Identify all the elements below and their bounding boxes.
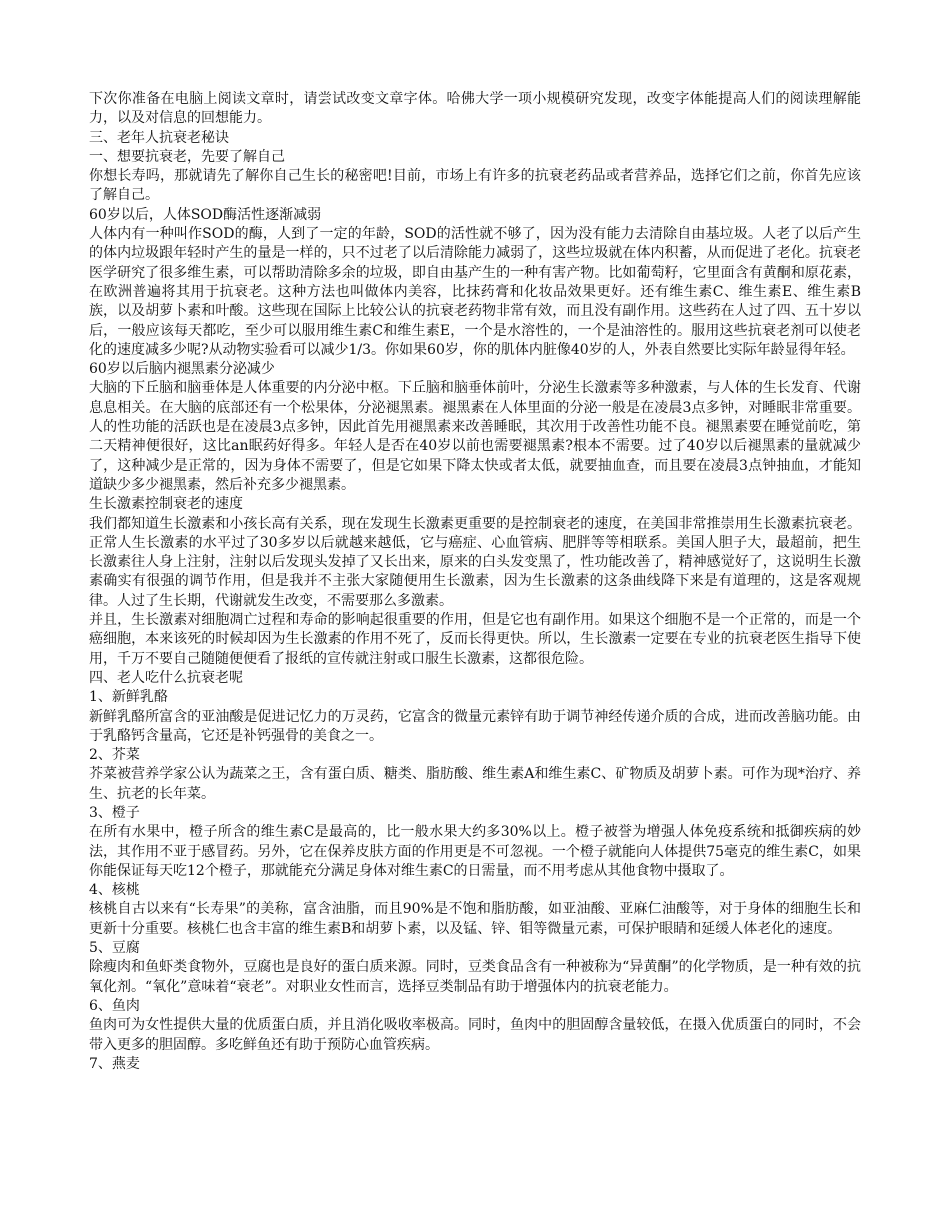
paragraph: 人体内有一种叫作SOD的酶，人到了一定的年龄，SOD的活性就不够了，因为没有能力去清除自由基垃圾。人老了以后产生的体内垃圾跟年轻时产生的量是一样的，只不过老了以后清除能力减弱了，这些垃圾就在体内积蓄，从而促进了老化。抗衰老医学研究了很多维生素，可以帮助清除多余的垃圾，即自由基产生的一种有害产物。比如葡萄籽，它里面含有黄酮和原花素，在欧洲普遍将其用于抗衰老。这种方法也叫做体内美容，比抹药膏和化妆品效果更好。还有维生素C、维生素E、维生素B族，以及胡萝卜素和叶酸。这些现在国际上比较公认的抗衰老药物非常有效，而且没有副作用。这些药在人过了四、五十岁以后，一般应该每天都吃，至少可以服用维生素C和维生素E，一个是水溶性的，一个是油溶性的。服用这些抗衰老剂可以使老化的速度减多少呢?从动物实验看可以减少1/3。你如果60岁，你的肌体内脏像40岁的人，外表自然要比实际年龄显得年轻。 xyxy=(89,226,861,358)
paragraph: 除瘦肉和鱼虾类食物外，豆腐也是良好的蛋白质来源。同时，豆类食品含有一种被称为“异黄酮”的化学物质，是一种有效的抗氧化剂。“氧化”意味着“衰老”。对职业女性而言，选择豆类制品有助于增强体内的抗衰老能力。 xyxy=(89,959,861,995)
paragraph: 我们都知道生长激素和小孩长高有关系，现在发现生长激素更重要的是控制衰老的速度，在美国非常推崇用生长激素抗衰老。正常人生长激素的水平过了30多岁以后就越来越低，它与癌症、心血管病、肥胖等等相联系。美国人胆子大，最超前，把生长激素往人身上注射，注射以后发现头发掉了又长出来，原来的白头发变黑了，性功能改善了，精神感觉好了，这说明生长激素确实有很强的调节作用，但是我并不主张大家随便用生长激素，因为生长激素的这条曲线降下来是有道理的，这是客观规律。人过了生长期，代谢就发生改变，不需要那么多激素。 xyxy=(89,515,861,609)
subsection-heading: 一、想要抗衰老，先要了解自己 xyxy=(89,148,285,165)
food-heading: 1、新鲜乳酪 xyxy=(89,689,168,706)
food-heading: 4、核桃 xyxy=(89,882,140,899)
food-heading: 6、鱼肉 xyxy=(89,997,140,1014)
food-heading: 3、橙子 xyxy=(89,804,140,821)
paragraph: 并且，生长激素对细胞凋亡过程和寿命的影响起很重要的作用，但是它也有副作用。如果这个细胞不是一个正常的，而是一个癌细胞，本来该死的时候却因为生长激素的作用不死了，反而长得更快。所以，生长激素一定要在专业的抗衰老医生指导下使用，千万不要自己随随便便看了报纸的宣传就注射或口服生长激素，这都很危险。 xyxy=(89,612,861,667)
paragraph: 大脑的下丘脑和脑垂体是人体重要的内分泌中枢。下丘脑和脑垂体前叶，分泌生长激素等多种激素，与人体的生长发育、代谢息息相关。在大脑的底部还有一个松果体，分泌褪黑素。褪黑素在人体里面的分泌一般是在凌晨3点多钟，对睡眠非常重要。人的性功能的活跃也是在凌晨3点多钟，因此首先用褪黑素来改善睡眠，其次用于改善性功能不良。褪黑素要在睡觉前吃，第二天精神便很好，这比an眠药好得多。年轻人是否在40岁以前也需要褪黑素?根本不需要。过了40岁以后褪黑素的量就减少了，这种减少是正常的，因为身体不需要了，但是它如果下降太快或者太低，就要抽血查，而且要在凌晨3点钟抽血，才能知道缺少多少褪黑素，然后补充多少褪黑素。 xyxy=(89,380,861,493)
paragraph: 新鲜乳酪所富含的亚油酸是促进记忆力的万灵药，它富含的微量元素锌有助于调节神经传递介质的合成，进而改善脑功能。由于乳酪钙含量高，它还是补钙强骨的美食之一。 xyxy=(89,708,861,744)
topic-heading: 生长激素控制衰老的速度 xyxy=(89,496,243,513)
paragraph: 你想长寿吗，那就请先了解你自己生长的秘密吧!目前，市场上有许多的抗衰老药品或者营养品，选择它们之前，你首先应该了解自己。 xyxy=(89,168,861,204)
paragraph: 鱼肉可为女性提供大量的优质蛋白质，并且消化吸收率极高。同时，鱼肉中的胆固醇含量较低，在摄入优质蛋白的同时，不会带入更多的胆固醇。多吃鲜鱼还有助于预防心血管疾病。 xyxy=(89,1017,861,1053)
paragraph: 芥菜被营养学家公认为蔬菜之王，含有蛋白质、糖类、脂肪酸、维生素A和维生素C、矿物质及胡萝卜素。可作为现*治疗、养生、抗老的长年菜。 xyxy=(89,766,861,802)
food-heading: 2、芥菜 xyxy=(89,747,140,764)
topic-heading: 60岁以后，人体SOD酶活性逐渐减弱 xyxy=(89,206,322,223)
document-body xyxy=(89,90,861,1074)
topic-heading: 60岁以后脑内褪黑素分泌减少 xyxy=(89,361,275,378)
food-heading: 5、豆腐 xyxy=(89,940,140,957)
paragraph: 下次你准备在电脑上阅读文章时，请尝试改变文章字体。哈佛大学一项小规模研究发现，改变字体能提高人们的阅读理解能力，以及对信息的回想能力。 xyxy=(89,91,861,127)
paragraph: 在所有水果中，橙子所含的维生素C是最高的，比一般水果大约多30%以上。橙子被誉为增强人体免疫系统和抵御疾病的妙法，其作用不亚于感冒药。另外，它在保养皮肤方面的作用更是不可忽视。一个橙子就能向人体提供75毫克的维生素C，如果你能保证每天吃12个橙子，那就能充分满足身体对维生素C的日需量，而不用考虑从其他食物中摄取了。 xyxy=(89,824,861,879)
food-heading: 7、燕麦 xyxy=(89,1055,140,1072)
paragraph: 核桃自古以来有“长寿果”的美称，富含油脂，而且90%是不饱和脂肪酸，如亚油酸、亚麻仁油酸等，对于身体的细胞生长和更新十分重要。核桃仁也含丰富的维生素B和胡萝卜素，以及锰、锌、钼等微量元素，可保护眼睛和延缓人体老化的速度。 xyxy=(89,901,861,937)
section-heading: 四、老人吃什么抗衰老呢 xyxy=(89,669,243,686)
section-heading: 三、老年人抗衰老秘诀 xyxy=(89,129,229,146)
